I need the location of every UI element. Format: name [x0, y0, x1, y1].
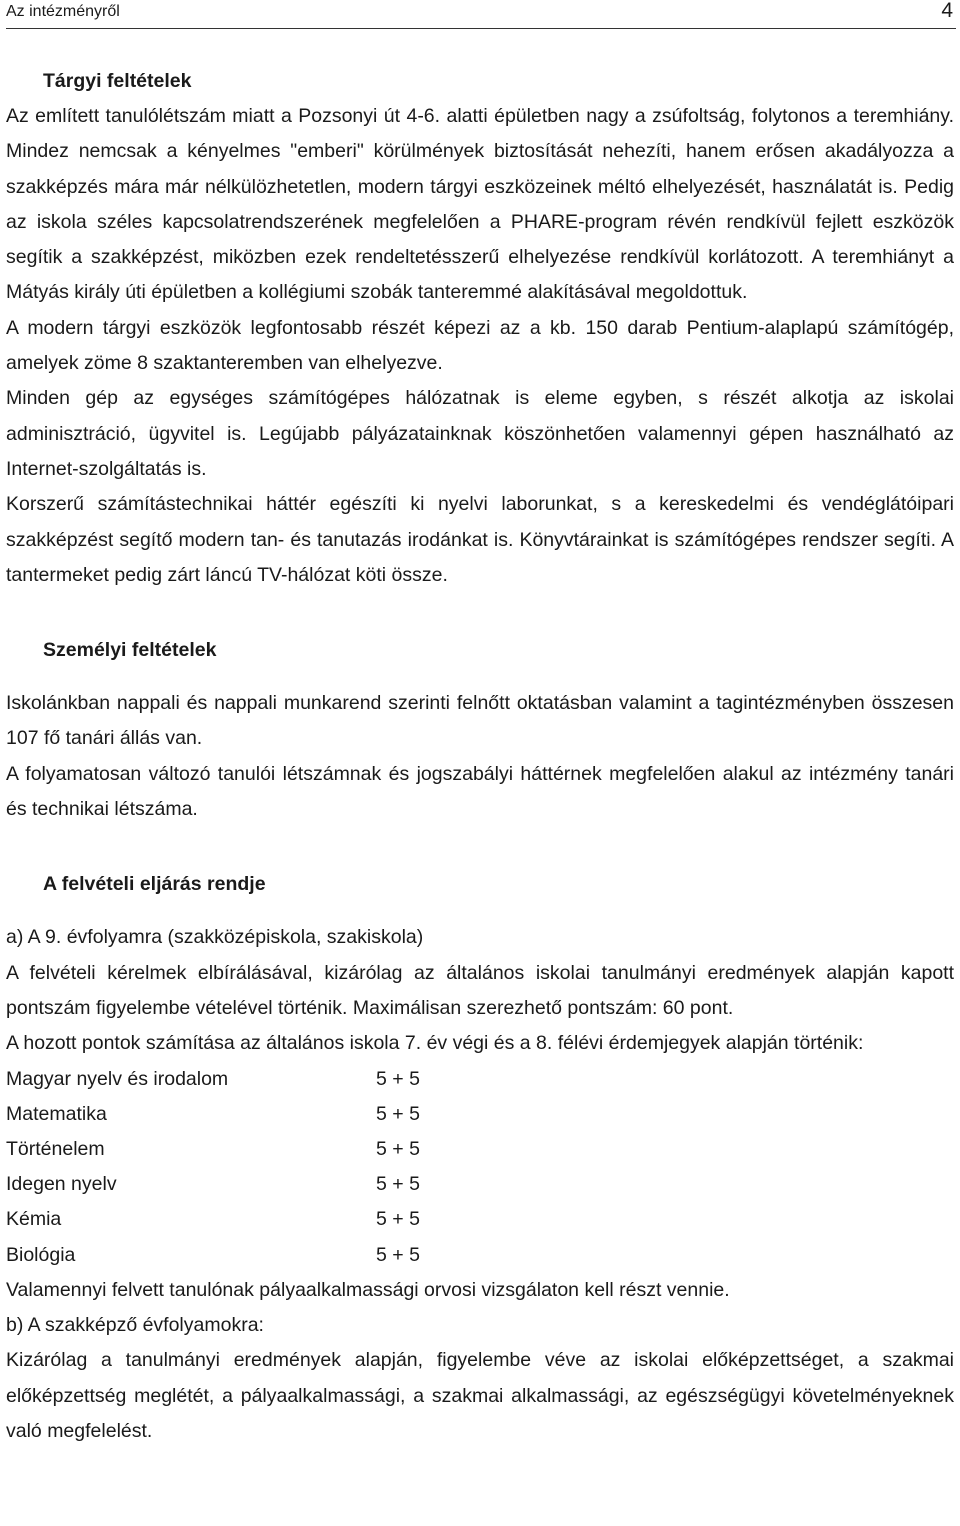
grade-row	[6, 1097, 496, 1132]
section-title-szemelyi: Személyi feltételek	[43, 639, 217, 662]
paragraph: A felvételi kérelmek elbírálásával, kizárólag az általános iskolai tanulmányi eredmények alapján kapott pontszám figyelembe vételével történik. Maximálisan szerezhető pontszám: 60 pont.	[6, 961, 954, 1019]
grade-points: 5 + 5	[376, 1102, 420, 1125]
grade-points: 5 + 5	[376, 1137, 420, 1160]
grade-row	[6, 1062, 496, 1097]
paragraph: Minden gép az egységes számítógépes hálózatnak is eleme egyben, s részét alkotja az iskolai adminisztráció, ügyvitel is. Legújabb pályázatainknak köszönhetően valamennyi gépen használható az Internet-szolgáltatás is.	[6, 387, 954, 480]
grade-subject: Magyar nyelv és irodalom	[6, 1067, 229, 1090]
grade-points: 5 + 5	[376, 1243, 420, 1266]
grade-row	[6, 1202, 496, 1237]
paragraph: a) A 9. évfolyamra (szakközépiskola, szakiskola)	[6, 926, 424, 949]
section-title-felveteli: A felvételi eljárás rendje	[43, 873, 266, 896]
grade-points: 5 + 5	[376, 1208, 420, 1231]
grade-points: 5 + 5	[376, 1067, 420, 1090]
grade-row	[6, 1132, 496, 1167]
grade-subject: Biológia	[6, 1243, 76, 1266]
document-body	[6, 64, 954, 1449]
paragraph: Kizárólag a tanulmányi eredmények alapján, figyelembe véve az iskolai előképzettséget, a szakmai előképzettség meglétét, a pályaalkalmassági, a szakmai alkalmassági, az egészségügyi követelményeknek való megfelelést.	[6, 1349, 954, 1442]
page-header	[6, 0, 956, 29]
grade-table	[6, 1062, 496, 1273]
grade-row	[6, 1238, 496, 1273]
grade-subject: Matematika	[6, 1102, 107, 1125]
paragraph: Az említett tanulólétszám miatt a Pozsonyi út 4-6. alatti épületben nagy a zsúfoltság, folytonos a teremhiány. Mindez nemcsak a kényelmes "emberi" körülmények biztosítását nehezíti, hanem erősen akadályozza a szakképzés mára már nélkülözhetetlen, modern tárgyi eszközeinek méltó elhelyezését, használatát is. Pedig az iskola széles kapcsolatrendszerének megfelelően a PHARE-program révén rendkívül fejlett eszközök segítik a szakképzést, miközben ezek rendeltetésszerű elhelyezése rendkívül korlátozott. A teremhiányt a Mátyás király úti épületben a kollégiumi szobák tanteremmé alakításával megoldottuk.	[6, 105, 954, 304]
grade-subject: Történelem	[6, 1137, 105, 1160]
page-number: 4	[941, 0, 953, 22]
paragraph: Valamennyi felvett tanulónak pályaalkalmassági orvosi vizsgálaton kell részt vennie.	[6, 1278, 730, 1301]
paragraph: A folyamatosan változó tanulói létszámnak és jogszabályi háttérnek megfelelően alakul az intézmény tanári és technikai létszáma.	[6, 762, 954, 821]
section-title-targyi: Tárgyi feltételek	[43, 70, 192, 92]
grade-points: 5 + 5	[376, 1173, 420, 1196]
paragraph: Korszerű számítástechnikai háttér egészíti ki nyelvi laborunkat, s a kereskedelmi és vendéglátóipari szakképzést segítő modern tan- és tanutazás irodánkat is. Könyvtárainkat is számítógépes rendszer segíti. A tantermeket pedig zárt láncú TV-hálózat köti össze.	[6, 493, 954, 586]
paragraph: Iskolánkban nappali és nappali munkarend szerinti felnőtt oktatásban valamint a tagintézményben összesen 107 fő tanári állás van.	[6, 692, 954, 750]
grade-subject: Kémia	[6, 1208, 62, 1231]
paragraph: b) A szakképző évfolyamokra:	[6, 1314, 264, 1337]
grade-row	[6, 1167, 496, 1202]
paragraph: A hozott pontok számítása az általános iskola 7. év végi és a 8. félévi érdemjegyek alapján történik:	[6, 1032, 864, 1055]
grade-subject: Idegen nyelv	[6, 1173, 117, 1196]
header-title: Az intézményről	[6, 3, 120, 20]
paragraph: A modern tárgyi eszközök legfontosabb részét képezi az a kb. 150 darab Pentium-alaplapú számítógép, amelyek zöme 8 szaktanteremben van elhelyezve.	[6, 316, 954, 375]
